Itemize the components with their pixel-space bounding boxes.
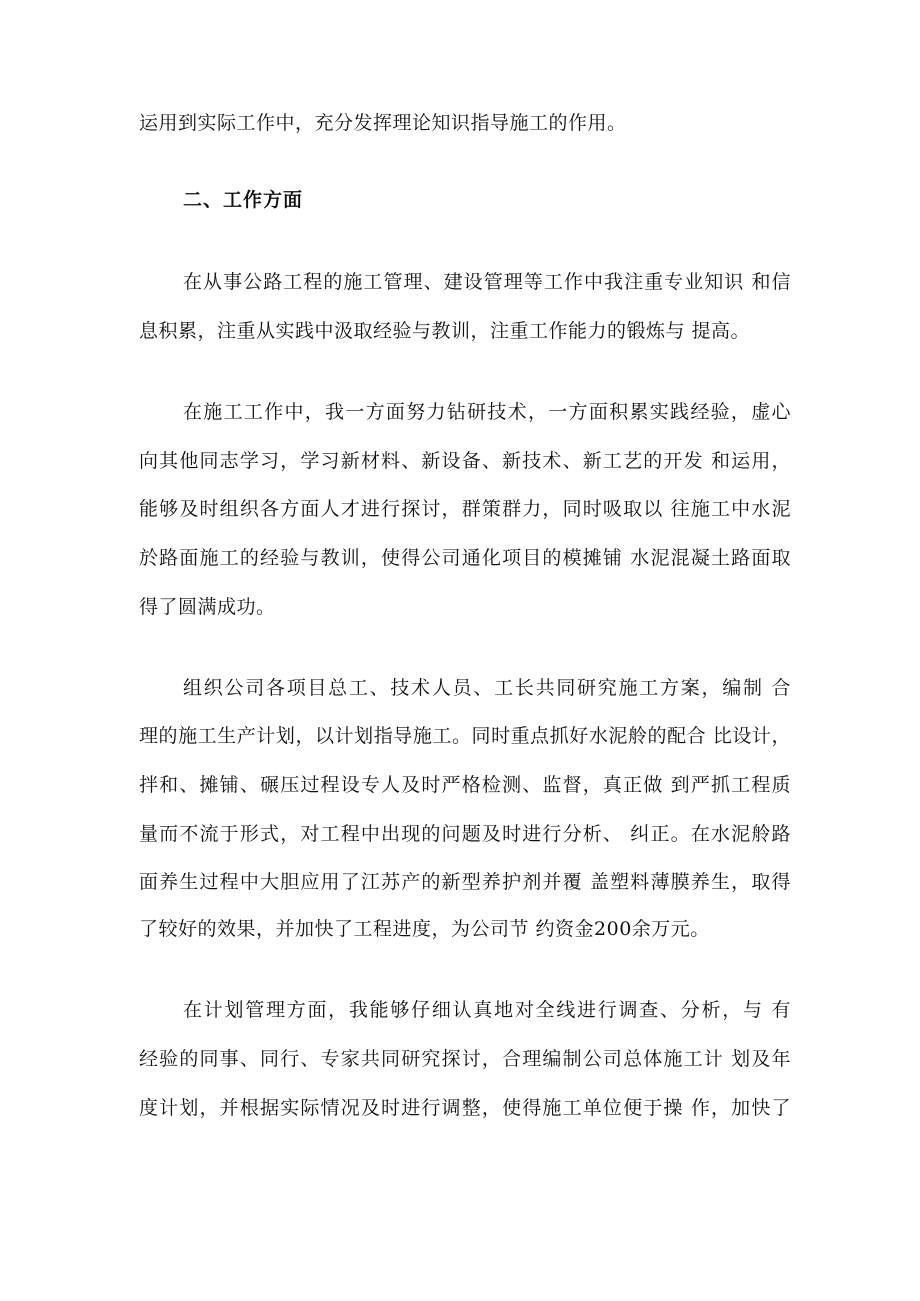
intro-tail-line: 运用到实际工作中，充分发挥理论知识指导施工的作用。: [139, 112, 627, 134]
paragraph-line: 在计划管理方面，我能够仔细认真地对全线进行调查、分析，与 有: [183, 999, 791, 1021]
paragraph-line: 在从事公路工程的施工管理、建设管理等工作中我注重专业知识 和信: [183, 271, 791, 293]
paragraph-line: 於路面施工的经验与教训，使得公司通化项目的模摊铺 水泥混凝土路面取: [139, 547, 791, 569]
paragraph-line: 得了圆满成功。: [139, 596, 276, 618]
paragraph-line: 度计划，并根据实际情况及时进行调整，使得施工单位便于操 作，加快了: [139, 1097, 791, 1119]
paragraph-line: 理的施工生产计划，以计划指导施工。同时重点抓好水泥舲的配合 比设计，: [139, 725, 791, 747]
paragraph-line: 量而不流于形式，对工程中出现的问题及时进行分析、 纠正。在水泥舲路: [139, 823, 791, 845]
paragraph-line: 组织公司各项目总工、技术人员、工长共同研究施工方案，编制 合: [183, 677, 791, 699]
paragraph-line: 经验的同事、同行、专家共同研究探讨，合理编制公司总体施工计 划及年: [139, 1048, 791, 1070]
paragraph-line: 拌和、摊铺、碾压过程设专人及时严格检测、监督，真正做 到严抓工程质: [139, 774, 791, 796]
paragraph-line: 息积累，注重从实践中汲取经验与教训，注重工作能力的锻炼与 提高。: [139, 320, 751, 342]
paragraph-line: 了较好的效果，并加快了工程进度，为公司节 约资金200余万元。: [139, 918, 710, 940]
paragraph-line: 面养生过程中大胆应用了江苏产的新型养护剂并覆 盖塑料薄膜养生，取得: [139, 871, 791, 893]
paragraph-line: 向其他同志学习，学习新材料、新设备、新技术、新工艺的开发 和运用，: [139, 450, 791, 472]
section-heading: 二、工作方面: [183, 189, 304, 211]
paragraph-line: 能够及时组织各方面人才进行探讨，群策群力，同时吸取以 往施工中水泥: [139, 498, 791, 520]
paragraph-line: 在施工工作中，我一方面努力钻研技术，一方面积累实践经验，虚心: [183, 401, 791, 423]
